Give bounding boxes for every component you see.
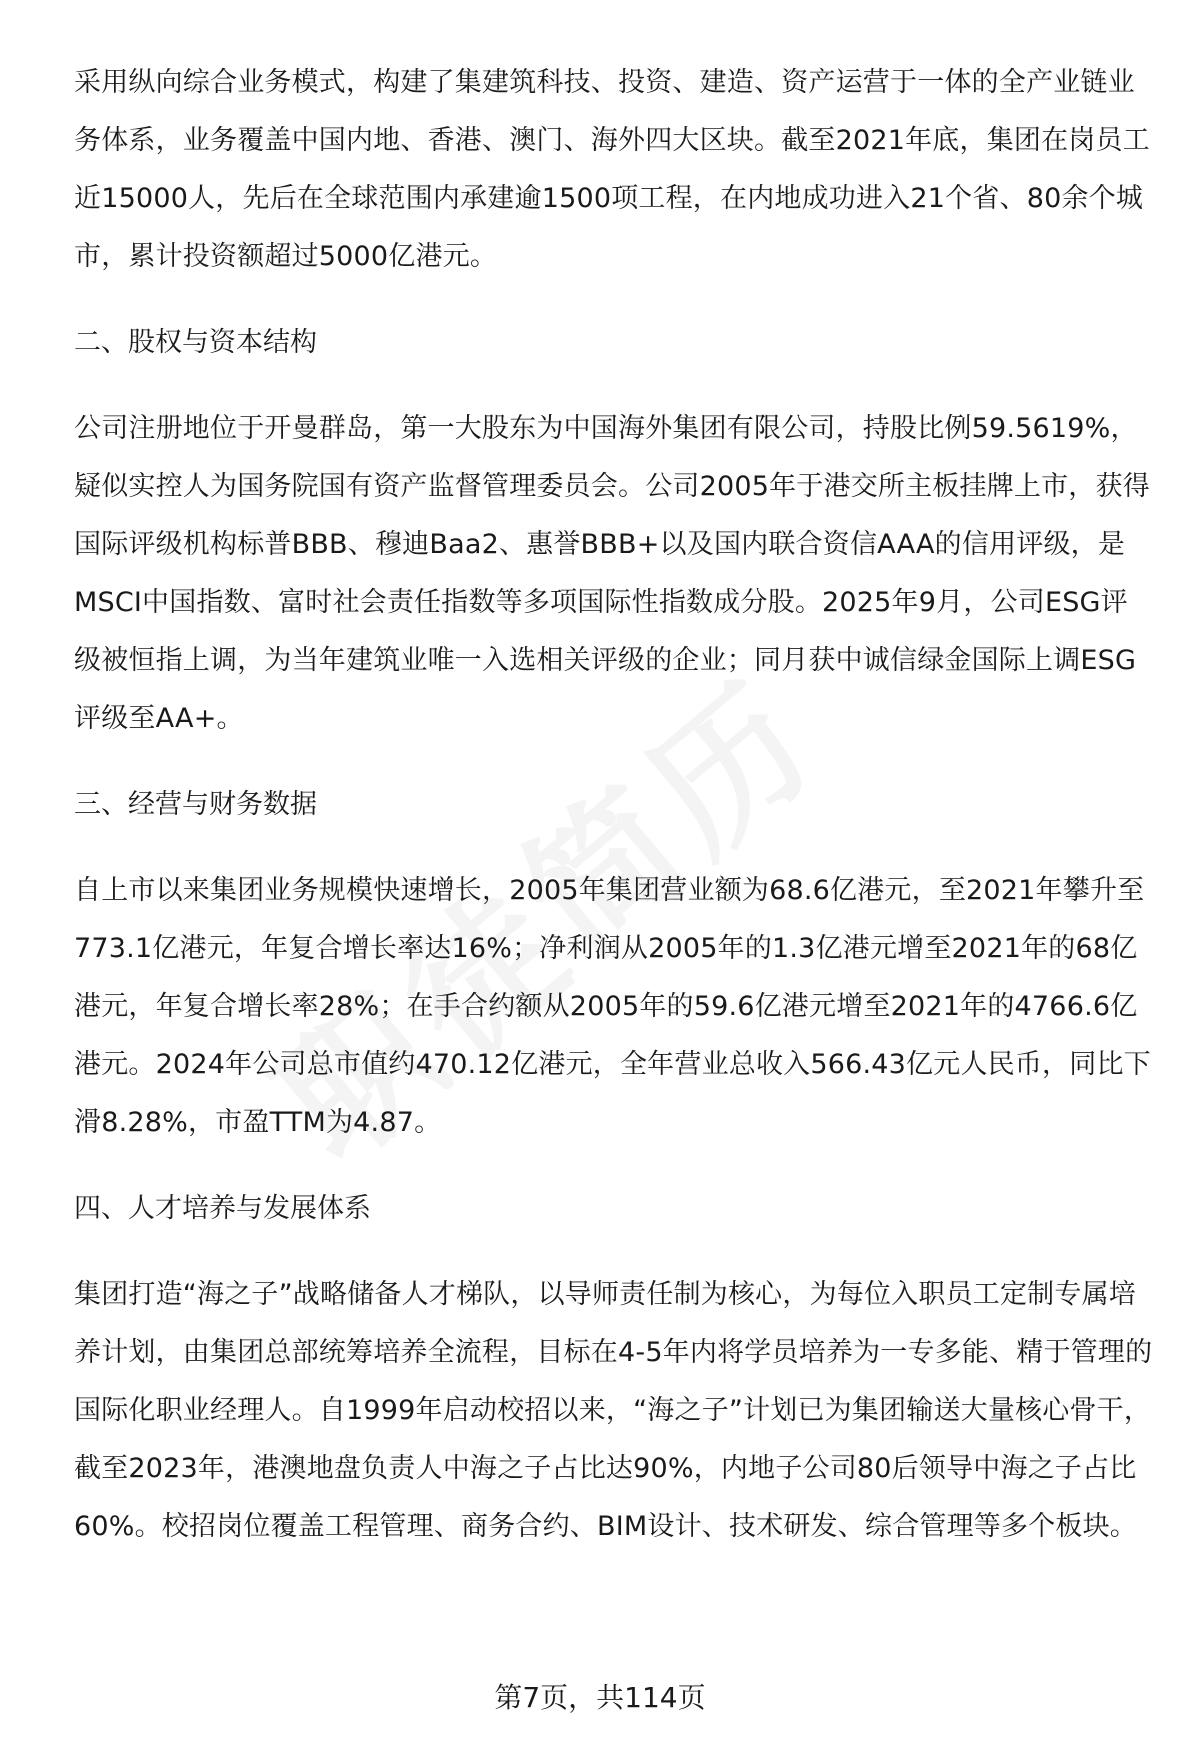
- paragraph-talent: 集团打造“海之子”战略储备人才梯队，以导师责任制为核心，为每位入职员工定制专属培养计划，由集团总部统筹培养全流程，目标在4-5年内将学员培养为一专多能、精于管理的国际化职业经理人。自1999年启动校招以来，“海之子”计划已为集团输送大量核心骨干，截至2023年，港澳地盘负责人中海之子占比达90%，内地子公司80后领导中海之子占比60%。校招岗位覆盖工程管理、商务合约、BIM设计、技术研发、综合管理等多个板块。: [74, 1279, 1153, 1542]
- section-heading-finance: 三、经营与财务数据: [74, 789, 317, 820]
- paragraph-equity: 公司注册地位于开曼群岛，第一大股东为中国海外集团有限公司，持股比例59.5619%，疑似实控人为国务院国有资产监督管理委员会。公司2005年于港交所主板挂牌上市，获得国际评级机构标普BBB、穆迪Baa2、惠誉BBB+以及国内联合资信AAA的信用评级，是MSCI中国指数、富时社会责任指数等多项国际性指数成分股。2025年9月，公司ESG评级被恒指上调，为当年建筑业唯一入选相关评级的企业；同月获中诚信绿金国际上调ESG评级至AA+。: [74, 413, 1150, 734]
- page-number: 第7页，共114页: [494, 1681, 706, 1714]
- paragraph-intro: 采用纵向综合业务模式，构建了集建筑科技、投资、建造、资产运营于一体的全产业链业务体系，业务覆盖中国内地、香港、澳门、海外四大区块。截至2021年底，集团在岗员工近15000人，先后在全球范围内承建逾1500项工程，在内地成功进入21个省、80余个城市，累计投资额超过5000亿港元。: [74, 67, 1150, 272]
- section-heading-equity: 二、股权与资本结构: [74, 327, 317, 358]
- document-content: [74, 54, 1154, 1556]
- section-heading-talent: 四、人才培养与发展体系: [74, 1193, 371, 1224]
- paragraph-finance: 自上市以来集团业务规模快速增长，2005年集团营业额为68.6亿港元，至2021年攀升至773.1亿港元，年复合增长率达16%；净利润从2005年的1.3亿港元增至2021年的68亿港元，年复合增长率28%；在手合约额从2005年的59.6亿港元增至2021年的4766.6亿港元。2024年公司总市值约470.12亿港元，全年营业总收入566.43亿元人民币，同比下滑8.28%，市盈TTM为4.87。: [74, 875, 1151, 1138]
